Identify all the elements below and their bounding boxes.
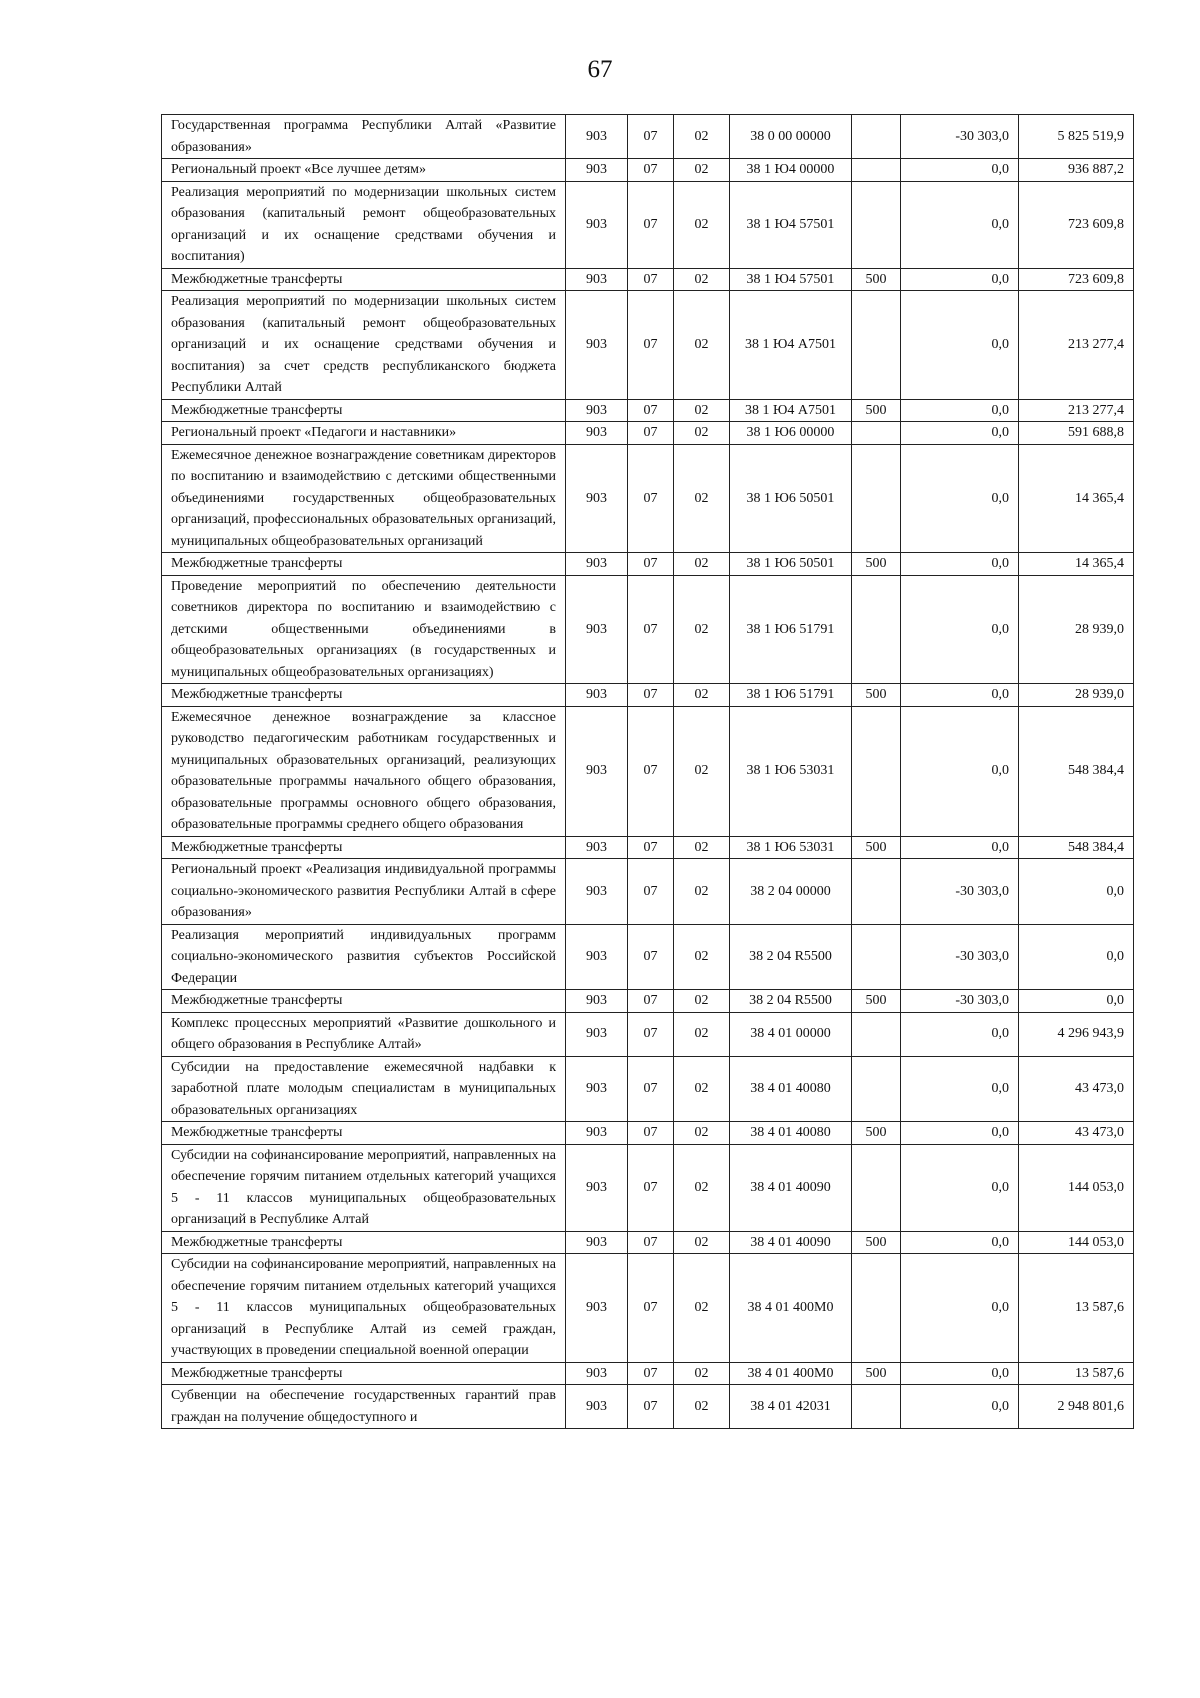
change-amount-cell: 0,0 — [901, 1254, 1019, 1363]
admin-code-cell: 903 — [566, 924, 628, 990]
admin-code-cell: 903 — [566, 268, 628, 291]
admin-code-cell: 903 — [566, 1385, 628, 1429]
subsection-code-cell: 02 — [674, 1385, 730, 1429]
target-article-cell: 38 1 Ю4 57501 — [730, 268, 852, 291]
section-code-cell: 07 — [628, 1012, 674, 1056]
expense-type-cell: 500 — [852, 1231, 901, 1254]
expense-type-cell — [852, 1385, 901, 1429]
total-amount-cell: 723 609,8 — [1019, 181, 1134, 268]
change-amount-cell: 0,0 — [901, 1385, 1019, 1429]
row-name-cell: Межбюджетные трансферты — [162, 1231, 566, 1254]
admin-code-cell: 903 — [566, 1144, 628, 1231]
section-code-cell: 07 — [628, 422, 674, 445]
target-article-cell: 38 1 Ю4 00000 — [730, 159, 852, 182]
expense-type-cell: 500 — [852, 1122, 901, 1145]
row-name-cell: Межбюджетные трансферты — [162, 553, 566, 576]
subsection-code-cell: 02 — [674, 291, 730, 400]
expense-type-cell — [852, 444, 901, 553]
expense-type-cell — [852, 575, 901, 684]
subsection-code-cell: 02 — [674, 422, 730, 445]
change-amount-cell: -30 303,0 — [901, 924, 1019, 990]
row-name-cell: Субсидии на софинансирование мероприятий, направленных на обеспечение горячим питанием отдельных категорий учащихся 5 - 11 классов муниципальных общеобразовательных организаций в Республике Алтай — [162, 1144, 566, 1231]
expense-type-cell: 500 — [852, 1362, 901, 1385]
section-code-cell: 07 — [628, 1144, 674, 1231]
budget-table — [161, 114, 1134, 1429]
change-amount-cell: 0,0 — [901, 268, 1019, 291]
table-row — [162, 268, 1134, 291]
table-row — [162, 1385, 1134, 1429]
subsection-code-cell: 02 — [674, 990, 730, 1013]
target-article-cell: 38 2 04 00000 — [730, 859, 852, 925]
subsection-code-cell: 02 — [674, 684, 730, 707]
row-name-cell: Субвенции на обеспечение государственных гарантий прав граждан на получение общедоступного и — [162, 1385, 566, 1429]
admin-code-cell: 903 — [566, 1254, 628, 1363]
page-number: 67 — [587, 56, 613, 83]
table-row — [162, 684, 1134, 707]
section-code-cell: 07 — [628, 1231, 674, 1254]
admin-code-cell: 903 — [566, 1012, 628, 1056]
expense-type-cell — [852, 291, 901, 400]
total-amount-cell: 548 384,4 — [1019, 836, 1134, 859]
target-article-cell: 38 4 01 00000 — [730, 1012, 852, 1056]
change-amount-cell: 0,0 — [901, 1231, 1019, 1254]
subsection-code-cell: 02 — [674, 924, 730, 990]
table-row — [162, 1254, 1134, 1363]
target-article-cell: 38 1 Ю6 53031 — [730, 836, 852, 859]
target-article-cell: 38 1 Ю4 А7501 — [730, 291, 852, 400]
table-row — [162, 575, 1134, 684]
admin-code-cell: 903 — [566, 291, 628, 400]
target-article-cell: 38 0 00 00000 — [730, 115, 852, 159]
row-name-cell: Межбюджетные трансферты — [162, 1122, 566, 1145]
admin-code-cell: 903 — [566, 553, 628, 576]
change-amount-cell: 0,0 — [901, 159, 1019, 182]
table-row — [162, 422, 1134, 445]
change-amount-cell: 0,0 — [901, 181, 1019, 268]
subsection-code-cell: 02 — [674, 181, 730, 268]
change-amount-cell: -30 303,0 — [901, 990, 1019, 1013]
table-row — [162, 706, 1134, 836]
target-article-cell: 38 4 01 400М0 — [730, 1362, 852, 1385]
expense-type-cell — [852, 159, 901, 182]
expense-type-cell — [852, 181, 901, 268]
section-code-cell: 07 — [628, 553, 674, 576]
target-article-cell: 38 2 04 R5500 — [730, 924, 852, 990]
row-name-cell: Проведение мероприятий по обеспечению деятельности советников директора по воспитанию и взаимодействию с детскими общественными объединениями в общеобразовательных организациях (в государственных и муниципальных общеобразовательных организациях) — [162, 575, 566, 684]
total-amount-cell: 14 365,4 — [1019, 444, 1134, 553]
expense-type-cell: 500 — [852, 836, 901, 859]
change-amount-cell: 0,0 — [901, 553, 1019, 576]
target-article-cell: 38 4 01 40090 — [730, 1144, 852, 1231]
expense-type-cell — [852, 1144, 901, 1231]
table-row — [162, 924, 1134, 990]
table-row — [162, 291, 1134, 400]
subsection-code-cell: 02 — [674, 1362, 730, 1385]
table-row — [162, 115, 1134, 159]
admin-code-cell: 903 — [566, 1362, 628, 1385]
total-amount-cell: 723 609,8 — [1019, 268, 1134, 291]
expense-type-cell — [852, 1056, 901, 1122]
change-amount-cell: 0,0 — [901, 422, 1019, 445]
row-name-cell: Ежемесячное денежное вознаграждение за классное руководство педагогическим работникам государственных и муниципальных образовательных организаций, реализующих образовательные программы начального общего образования, образовательные программы основного общего образования, образовательные программы среднего общего образования — [162, 706, 566, 836]
admin-code-cell: 903 — [566, 1056, 628, 1122]
table-body — [162, 115, 1134, 1429]
total-amount-cell: 43 473,0 — [1019, 1122, 1134, 1145]
admin-code-cell: 903 — [566, 181, 628, 268]
target-article-cell: 38 1 Ю6 50501 — [730, 553, 852, 576]
row-name-cell: Субсидии на софинансирование мероприятий, направленных на обеспечение горячим питанием отдельных категорий учащихся 5 - 11 классов муниципальных общеобразовательных организаций в Республике Алтай из семей граждан, участвующих в проведении специальной военной операции — [162, 1254, 566, 1363]
target-article-cell: 38 1 Ю6 50501 — [730, 444, 852, 553]
subsection-code-cell: 02 — [674, 553, 730, 576]
table-row — [162, 1362, 1134, 1385]
target-article-cell: 38 1 Ю6 00000 — [730, 422, 852, 445]
target-article-cell: 38 1 Ю6 53031 — [730, 706, 852, 836]
change-amount-cell: 0,0 — [901, 1144, 1019, 1231]
expense-type-cell — [852, 706, 901, 836]
admin-code-cell: 903 — [566, 1122, 628, 1145]
admin-code-cell: 903 — [566, 706, 628, 836]
subsection-code-cell: 02 — [674, 1122, 730, 1145]
change-amount-cell: 0,0 — [901, 836, 1019, 859]
admin-code-cell: 903 — [566, 1231, 628, 1254]
section-code-cell: 07 — [628, 859, 674, 925]
table-row — [162, 159, 1134, 182]
table-row — [162, 1012, 1134, 1056]
table-row — [162, 836, 1134, 859]
row-name-cell: Межбюджетные трансферты — [162, 399, 566, 422]
change-amount-cell: 0,0 — [901, 1122, 1019, 1145]
section-code-cell: 07 — [628, 1362, 674, 1385]
section-code-cell: 07 — [628, 924, 674, 990]
target-article-cell: 38 1 Ю6 51791 — [730, 575, 852, 684]
change-amount-cell: 0,0 — [901, 684, 1019, 707]
change-amount-cell: 0,0 — [901, 1056, 1019, 1122]
subsection-code-cell: 02 — [674, 444, 730, 553]
section-code-cell: 07 — [628, 836, 674, 859]
row-name-cell: Межбюджетные трансферты — [162, 1362, 566, 1385]
expense-type-cell: 500 — [852, 268, 901, 291]
target-article-cell: 38 1 Ю4 57501 — [730, 181, 852, 268]
total-amount-cell: 0,0 — [1019, 924, 1134, 990]
row-name-cell: Межбюджетные трансферты — [162, 684, 566, 707]
total-amount-cell: 213 277,4 — [1019, 399, 1134, 422]
subsection-code-cell: 02 — [674, 1144, 730, 1231]
expense-type-cell: 500 — [852, 553, 901, 576]
section-code-cell: 07 — [628, 159, 674, 182]
admin-code-cell: 903 — [566, 575, 628, 684]
change-amount-cell: 0,0 — [901, 1012, 1019, 1056]
expense-type-cell: 500 — [852, 990, 901, 1013]
table-row — [162, 181, 1134, 268]
target-article-cell: 38 4 01 400М0 — [730, 1254, 852, 1363]
expense-type-cell — [852, 859, 901, 925]
total-amount-cell: 43 473,0 — [1019, 1056, 1134, 1122]
expense-type-cell — [852, 422, 901, 445]
section-code-cell: 07 — [628, 444, 674, 553]
total-amount-cell: 936 887,2 — [1019, 159, 1134, 182]
subsection-code-cell: 02 — [674, 399, 730, 422]
admin-code-cell: 903 — [566, 836, 628, 859]
expense-type-cell: 500 — [852, 399, 901, 422]
section-code-cell: 07 — [628, 291, 674, 400]
row-name-cell: Региональный проект «Педагоги и наставники» — [162, 422, 566, 445]
row-name-cell: Комплекс процессных мероприятий «Развитие дошкольного и общего образования в Республике Алтай» — [162, 1012, 566, 1056]
table-row — [162, 1231, 1134, 1254]
expense-type-cell: 500 — [852, 684, 901, 707]
target-article-cell: 38 4 01 40090 — [730, 1231, 852, 1254]
table-row — [162, 990, 1134, 1013]
row-name-cell: Межбюджетные трансферты — [162, 268, 566, 291]
admin-code-cell: 903 — [566, 990, 628, 1013]
row-name-cell: Реализация мероприятий по модернизации школьных систем образования (капитальный ремонт общеобразовательных организаций и их оснащение средствами обучения и воспитания) — [162, 181, 566, 268]
total-amount-cell: 13 587,6 — [1019, 1254, 1134, 1363]
target-article-cell: 38 1 Ю6 51791 — [730, 684, 852, 707]
total-amount-cell: 28 939,0 — [1019, 684, 1134, 707]
expense-type-cell — [852, 1012, 901, 1056]
admin-code-cell: 903 — [566, 422, 628, 445]
target-article-cell: 38 2 04 R5500 — [730, 990, 852, 1013]
subsection-code-cell: 02 — [674, 159, 730, 182]
subsection-code-cell: 02 — [674, 1012, 730, 1056]
total-amount-cell: 14 365,4 — [1019, 553, 1134, 576]
change-amount-cell: -30 303,0 — [901, 115, 1019, 159]
admin-code-cell: 903 — [566, 115, 628, 159]
total-amount-cell: 213 277,4 — [1019, 291, 1134, 400]
row-name-cell: Региональный проект «Реализация индивидуальной программы социально-экономического развития Республики Алтай в сфере образования» — [162, 859, 566, 925]
total-amount-cell: 2 948 801,6 — [1019, 1385, 1134, 1429]
section-code-cell: 07 — [628, 115, 674, 159]
admin-code-cell: 903 — [566, 444, 628, 553]
total-amount-cell: 4 296 943,9 — [1019, 1012, 1134, 1056]
section-code-cell: 07 — [628, 990, 674, 1013]
table-row — [162, 399, 1134, 422]
row-name-cell: Реализация мероприятий индивидуальных программ социально-экономического развития субъектов Российской Федерации — [162, 924, 566, 990]
change-amount-cell: 0,0 — [901, 444, 1019, 553]
subsection-code-cell: 02 — [674, 1231, 730, 1254]
section-code-cell: 07 — [628, 684, 674, 707]
expense-type-cell — [852, 115, 901, 159]
change-amount-cell: 0,0 — [901, 1362, 1019, 1385]
subsection-code-cell: 02 — [674, 836, 730, 859]
total-amount-cell: 144 053,0 — [1019, 1231, 1134, 1254]
admin-code-cell: 903 — [566, 859, 628, 925]
target-article-cell: 38 4 01 40080 — [730, 1056, 852, 1122]
row-name-cell: Межбюджетные трансферты — [162, 990, 566, 1013]
section-code-cell: 07 — [628, 181, 674, 268]
section-code-cell: 07 — [628, 1122, 674, 1145]
subsection-code-cell: 02 — [674, 1254, 730, 1363]
row-name-cell: Государственная программа Республики Алтай «Развитие образования» — [162, 115, 566, 159]
subsection-code-cell: 02 — [674, 575, 730, 684]
target-article-cell: 38 4 01 42031 — [730, 1385, 852, 1429]
expense-type-cell — [852, 924, 901, 990]
section-code-cell: 07 — [628, 399, 674, 422]
table-row — [162, 859, 1134, 925]
section-code-cell: 07 — [628, 1056, 674, 1122]
total-amount-cell: 0,0 — [1019, 990, 1134, 1013]
row-name-cell: Субсидии на предоставление ежемесячной надбавки к заработной плате молодым специалистам в муниципальных образовательных организациях — [162, 1056, 566, 1122]
total-amount-cell: 5 825 519,9 — [1019, 115, 1134, 159]
section-code-cell: 07 — [628, 1254, 674, 1363]
subsection-code-cell: 02 — [674, 1056, 730, 1122]
subsection-code-cell: 02 — [674, 268, 730, 291]
target-article-cell: 38 4 01 40080 — [730, 1122, 852, 1145]
section-code-cell: 07 — [628, 706, 674, 836]
total-amount-cell: 28 939,0 — [1019, 575, 1134, 684]
total-amount-cell: 548 384,4 — [1019, 706, 1134, 836]
row-name-cell: Ежемесячное денежное вознаграждение советникам директоров по воспитанию и взаимодействию с детскими общественными объединениями государственных общеобразовательных организаций, профессиональных образовательных организаций, муниципальных общеобразовательных организаций — [162, 444, 566, 553]
admin-code-cell: 903 — [566, 684, 628, 707]
admin-code-cell: 903 — [566, 399, 628, 422]
admin-code-cell: 903 — [566, 159, 628, 182]
subsection-code-cell: 02 — [674, 859, 730, 925]
table-row — [162, 444, 1134, 553]
subsection-code-cell: 02 — [674, 706, 730, 836]
total-amount-cell: 591 688,8 — [1019, 422, 1134, 445]
change-amount-cell: 0,0 — [901, 399, 1019, 422]
change-amount-cell: 0,0 — [901, 291, 1019, 400]
total-amount-cell: 0,0 — [1019, 859, 1134, 925]
change-amount-cell: 0,0 — [901, 706, 1019, 836]
table-row — [162, 1056, 1134, 1122]
total-amount-cell: 13 587,6 — [1019, 1362, 1134, 1385]
subsection-code-cell: 02 — [674, 115, 730, 159]
change-amount-cell: -30 303,0 — [901, 859, 1019, 925]
target-article-cell: 38 1 Ю4 А7501 — [730, 399, 852, 422]
section-code-cell: 07 — [628, 1385, 674, 1429]
row-name-cell: Региональный проект «Все лучшее детям» — [162, 159, 566, 182]
section-code-cell: 07 — [628, 268, 674, 291]
expense-type-cell — [852, 1254, 901, 1363]
row-name-cell: Реализация мероприятий по модернизации школьных систем образования (капитальный ремонт общеобразовательных организаций и их оснащение средствами обучения и воспитания) за счет средств республиканского бюджета Республики Алтай — [162, 291, 566, 400]
section-code-cell: 07 — [628, 575, 674, 684]
table-row — [162, 1144, 1134, 1231]
row-name-cell: Межбюджетные трансферты — [162, 836, 566, 859]
total-amount-cell: 144 053,0 — [1019, 1144, 1134, 1231]
change-amount-cell: 0,0 — [901, 575, 1019, 684]
table-row — [162, 553, 1134, 576]
table-row — [162, 1122, 1134, 1145]
